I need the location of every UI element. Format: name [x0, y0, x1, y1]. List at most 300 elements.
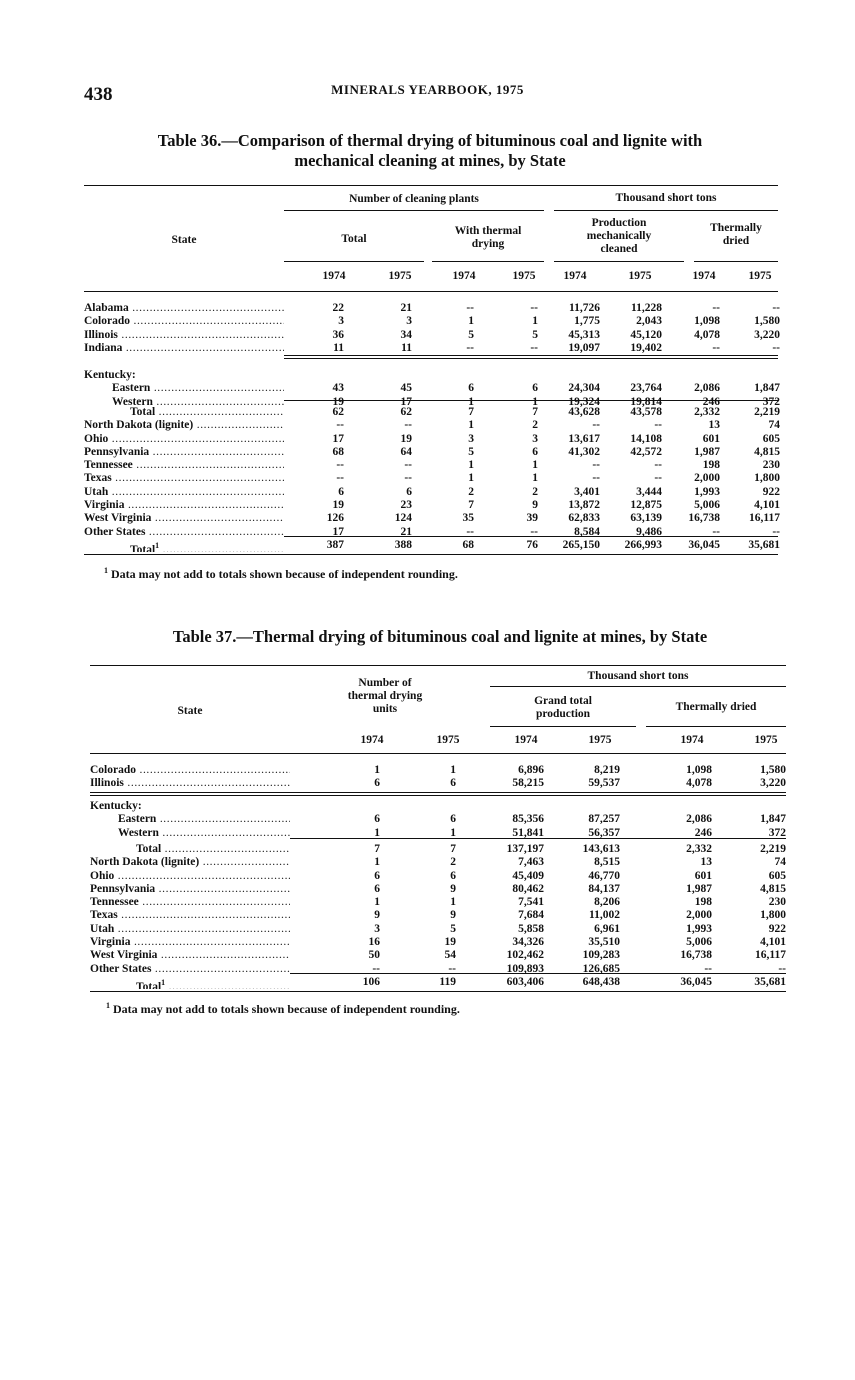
value-column [550, 976, 620, 989]
value-column [642, 764, 712, 791]
table-cell: -- [592, 419, 600, 432]
table-cell: 3 [338, 315, 344, 328]
grand-total-row [90, 976, 290, 989]
table-cell: 6 [450, 777, 456, 790]
table-cell: -- [336, 459, 344, 472]
year-1975: 1975 [628, 270, 652, 282]
value-column [468, 369, 538, 409]
table-cell: 7,684 [518, 909, 544, 922]
year-1975: 1975 [436, 734, 460, 746]
table-cell: 1,987 [694, 445, 720, 458]
value-column [530, 369, 600, 409]
value-column [274, 406, 344, 539]
table-cell: 22 [332, 302, 344, 314]
table-cell: 59,537 [588, 777, 620, 790]
table-cell: 23 [400, 499, 412, 512]
table-cell: 4,101 [754, 499, 780, 512]
value-column [310, 800, 380, 840]
state-label: Western ..... [90, 827, 290, 840]
year-1974: 1974 [322, 270, 346, 282]
state-label: Pennsylvania ..... [84, 446, 284, 459]
table-cell: 11,726 [569, 302, 600, 314]
table-cell: 230 [768, 896, 786, 909]
value-column [404, 406, 474, 539]
table-cell: -- [592, 472, 600, 485]
table-cell: 2,043 [636, 315, 662, 328]
value-column [710, 406, 780, 539]
rule [90, 795, 786, 796]
table-cell: 16 [368, 936, 380, 949]
table-cell: 43,628 [568, 406, 600, 418]
table-cell: 23,764 [630, 382, 662, 395]
header-line: Number of [358, 677, 412, 689]
table-cell [642, 800, 712, 813]
table-cell: 7 [468, 499, 474, 512]
table-cell: 68 [332, 445, 344, 458]
table-cell: 1 [374, 856, 380, 869]
table-cell: 43,578 [630, 406, 662, 418]
value-column [642, 976, 712, 989]
table-cell: 4,815 [760, 882, 786, 895]
table-cell: 74 [774, 856, 786, 869]
table-cell: 7 [374, 843, 380, 855]
value-column [716, 976, 786, 989]
table-cell: 3,220 [754, 328, 780, 341]
state-header: State [171, 234, 197, 246]
table-cell: 19,402 [630, 341, 662, 354]
table-cell: 63,139 [630, 512, 662, 525]
table-cell: -- [372, 962, 380, 975]
state-label: Colorado ..... [90, 764, 290, 777]
thousand-short-tons-header: Thousand short tons [587, 670, 689, 682]
table-cell [716, 800, 786, 813]
table-cell: 1,987 [686, 882, 712, 895]
state-label: Kentucky: [90, 800, 142, 812]
state-label: North Dakota (lignite) ..... [84, 419, 284, 432]
value-column [404, 539, 474, 552]
table-cell: 87,257 [588, 813, 620, 826]
table-cell [310, 800, 380, 813]
value-column [386, 976, 456, 989]
state-label: Other States ..... [90, 963, 290, 976]
table-cell: 16,738 [680, 949, 712, 962]
value-column [474, 976, 544, 989]
value-column [474, 764, 544, 791]
table-cell: 9 [450, 882, 456, 895]
table-cell: 6 [406, 485, 412, 498]
table-cell: 1,580 [754, 315, 780, 328]
table-cell: -- [336, 472, 344, 485]
table-cell: 1 [468, 472, 474, 485]
value-column [550, 800, 620, 840]
table-cell: 4,815 [754, 445, 780, 458]
value-column [716, 843, 786, 976]
table-cell: 605 [762, 432, 780, 445]
table-cell: 11 [333, 341, 344, 354]
table-cell: -- [654, 472, 662, 485]
table-cell: 21 [400, 302, 412, 314]
table36-title-line2: mechanical cleaning at mines, by State [294, 151, 566, 170]
table-cell: 11 [401, 341, 412, 354]
table-cell: 124 [394, 512, 412, 525]
rule [84, 554, 778, 555]
table-cell: 13,617 [568, 432, 600, 445]
state-label: Utah ..... [84, 486, 284, 499]
state-column [84, 406, 284, 539]
state-label: Eastern ..... [90, 813, 290, 826]
table-cell: 39 [526, 512, 538, 525]
table-cell: 4,078 [686, 777, 712, 790]
table-cell [386, 800, 456, 813]
state-label: Illinois ..... [84, 329, 284, 342]
footnote-mark: 1 [155, 541, 160, 550]
table-cell: 605 [768, 869, 786, 882]
table-cell: 109,893 [506, 962, 544, 975]
value-column [530, 302, 600, 355]
state-label: Virginia ..... [90, 936, 290, 949]
value-column [468, 406, 538, 539]
table-cell: -- [712, 302, 720, 314]
table-cell: 21 [400, 525, 412, 538]
table-cell: 1 [450, 764, 456, 776]
table-cell: 74 [768, 419, 780, 432]
state-label: Total ..... [84, 406, 284, 419]
header-line: mechanically [586, 230, 652, 242]
table-cell: 35,510 [588, 936, 620, 949]
table-cell: 34 [400, 328, 412, 341]
value-column [342, 406, 412, 539]
state-label: Ohio ..... [84, 433, 284, 446]
table-cell: 1 [468, 419, 474, 432]
rule [90, 753, 786, 754]
state-label: Texas ..... [90, 909, 290, 922]
table-cell: 126,685 [582, 962, 620, 975]
grand-total-cell: 388 [394, 539, 412, 551]
value-column [710, 369, 780, 409]
cleaning-plants-header: Number of cleaning plants [349, 193, 479, 205]
table-cell: 198 [702, 459, 720, 472]
table-cell: -- [404, 459, 412, 472]
table-cell: -- [772, 341, 780, 354]
table-cell: 54 [444, 949, 456, 962]
table-cell: 7 [450, 843, 456, 855]
header-line: Production [591, 217, 647, 229]
grand-total-cell: 68 [462, 539, 474, 551]
table-cell: 922 [768, 922, 786, 935]
table-cell: 9 [374, 909, 380, 922]
thousand-short-tons-header: Thousand short tons [615, 192, 717, 204]
footnote-text: Data may not add to totals shown because of independent rounding. [111, 567, 458, 581]
table-cell: 5 [468, 445, 474, 458]
table36 [84, 180, 780, 560]
grand-total-cell: 387 [326, 539, 344, 551]
table-cell: 17 [332, 525, 344, 538]
table-cell: 2,000 [686, 909, 712, 922]
table-cell: -- [778, 962, 786, 975]
table-cell: 13 [700, 856, 712, 869]
table-cell: -- [772, 525, 780, 538]
table-cell: 230 [762, 459, 780, 472]
grand-total-cell: 76 [526, 539, 538, 551]
table-cell: 62,833 [568, 512, 600, 525]
table-cell: 6 [374, 777, 380, 790]
table-cell: 3,401 [574, 485, 600, 498]
value-column [710, 302, 780, 355]
value-column [710, 539, 780, 552]
table-cell [474, 800, 544, 813]
table-cell: 6 [338, 485, 344, 498]
table-cell: 1 [532, 315, 538, 328]
table-cell: 36 [332, 328, 344, 341]
grand-total-cell: 35,681 [754, 976, 786, 988]
table-cell: -- [404, 419, 412, 432]
table-cell: 1 [532, 395, 538, 408]
grand-total-cell: 36,045 [688, 539, 720, 551]
table-cell: 8,515 [594, 856, 620, 869]
rule [90, 792, 786, 793]
table-cell: 45 [400, 382, 412, 395]
table-cell: 64 [400, 445, 412, 458]
table-cell: 1 [532, 472, 538, 485]
table-cell [468, 369, 538, 382]
table-cell: 19 [332, 499, 344, 512]
rule [432, 261, 544, 262]
year-1974: 1974 [514, 734, 538, 746]
value-column [530, 539, 600, 552]
grand-total-header [490, 695, 636, 721]
value-column [404, 302, 474, 355]
page-number: 438 [84, 84, 113, 105]
header-line: production [535, 708, 591, 720]
state-label: Illinois ..... [90, 777, 290, 790]
table-cell: 9,486 [636, 525, 662, 538]
table-cell: 3 [532, 432, 538, 445]
table-cell: 5,858 [518, 922, 544, 935]
rule [90, 665, 786, 666]
table-cell: 4,078 [694, 328, 720, 341]
table-cell: 246 [694, 826, 712, 839]
table-cell: 1 [532, 459, 538, 472]
grand-total-row [84, 539, 284, 552]
rule [284, 358, 778, 359]
rule [646, 726, 786, 727]
table-cell: 372 [768, 826, 786, 839]
value-column [404, 369, 474, 409]
table-cell: 2,332 [686, 843, 712, 855]
table-cell: 1,775 [574, 315, 600, 328]
grand-total-cell: 119 [439, 976, 456, 988]
table37-title: Table 37.—Thermal drying of bituminous coal and lignite at mines, by State [172, 627, 708, 646]
table-cell: 2,219 [760, 843, 786, 855]
table-cell: 7 [468, 406, 474, 418]
value-column [468, 539, 538, 552]
table-cell: 14,108 [630, 432, 662, 445]
table-cell: -- [466, 525, 474, 538]
footnote-mark: 1 [106, 1001, 110, 1010]
table-cell: 5 [468, 328, 474, 341]
header-line: thermal drying [347, 690, 423, 702]
rule [554, 210, 778, 211]
table-cell: 1 [374, 896, 380, 909]
table-cell: 1,847 [754, 382, 780, 395]
thermally-dried-header [694, 222, 778, 248]
state-label: Colorado ..... [84, 315, 284, 328]
value-column [342, 369, 412, 409]
table-cell: 6 [450, 813, 456, 826]
state-column [90, 843, 290, 976]
value-column [274, 302, 344, 355]
year-1974: 1974 [563, 270, 587, 282]
rule [84, 185, 778, 186]
table-cell: -- [712, 525, 720, 538]
table-cell: -- [530, 302, 538, 314]
year-1975: 1975 [512, 270, 536, 282]
table-cell: 16,117 [749, 512, 780, 525]
table-cell: 6 [374, 869, 380, 882]
total-header: Total [341, 233, 367, 245]
table-cell: 11,228 [631, 302, 662, 314]
table-cell: -- [448, 962, 456, 975]
table-cell: 246 [702, 395, 720, 408]
table-cell: 137,197 [506, 843, 544, 855]
production-header [554, 217, 684, 256]
table-cell: 8,219 [594, 764, 620, 776]
table-cell: 1,847 [760, 813, 786, 826]
header-line: cleaned [600, 243, 638, 255]
table-cell: 109,283 [582, 949, 620, 962]
table-cell: 9 [450, 909, 456, 922]
rule [694, 261, 778, 262]
table-cell: 19 [332, 395, 344, 408]
grand-total-cell: 603,406 [506, 976, 544, 988]
grand-total-text: Total [136, 980, 162, 990]
table-cell: 3 [374, 922, 380, 935]
table36-title [120, 131, 740, 171]
table-cell: 6 [374, 882, 380, 895]
header-line: With thermal [454, 225, 522, 237]
table-cell: 43 [332, 382, 344, 395]
state-label: Tennessee ..... [90, 896, 290, 909]
header-line: Thermally [710, 222, 762, 234]
state-column [90, 764, 290, 791]
value-column [550, 764, 620, 791]
table-cell: 1 [468, 315, 474, 328]
state-label: Utah ..... [90, 923, 290, 936]
table-cell: 6 [532, 382, 538, 395]
value-column [474, 800, 544, 840]
state-header: State [177, 705, 203, 717]
header-line: drying [471, 238, 505, 250]
table-cell: 16,738 [688, 512, 720, 525]
year-1975: 1975 [754, 734, 778, 746]
table-cell: -- [712, 341, 720, 354]
year-1974: 1974 [680, 734, 704, 746]
table-cell: 56,357 [588, 826, 620, 839]
table-cell: 4,101 [760, 936, 786, 949]
footnote-mark: 1 [104, 566, 108, 575]
table-cell: 8,584 [574, 525, 600, 538]
value-column [342, 539, 412, 552]
table-cell: 17 [332, 432, 344, 445]
table-cell: 19 [400, 432, 412, 445]
table-cell: 6,961 [594, 922, 620, 935]
state-label: Kentucky: [84, 369, 136, 381]
table-cell: -- [772, 302, 780, 314]
grand-total-label [84, 539, 284, 552]
table-cell: 8,206 [594, 896, 620, 909]
year-1975: 1975 [748, 270, 772, 282]
thermal-units-header [290, 677, 480, 716]
state-label: North Dakota (lignite) ..... [90, 856, 290, 869]
header-line: Grand total [534, 695, 592, 707]
grand-total-cell: 106 [362, 976, 380, 988]
value-column [474, 843, 544, 976]
table-cell: 19,324 [568, 395, 600, 408]
table-cell: 3,220 [760, 777, 786, 790]
table-cell: 51,841 [512, 826, 544, 839]
table36-title-line1: Table 36.—Comparison of thermal drying of bituminous coal and lignite with [157, 131, 703, 150]
rule [90, 991, 786, 992]
grand-total-cell: 35,681 [748, 539, 780, 551]
value-column [716, 764, 786, 791]
table-cell: 2,332 [694, 406, 720, 418]
table-cell: -- [466, 302, 474, 314]
table-cell: 1,098 [694, 315, 720, 328]
table-cell: 1 [468, 459, 474, 472]
value-column [342, 302, 412, 355]
grand-total-cell: 265,150 [562, 539, 600, 551]
table-cell: 13,872 [568, 499, 600, 512]
year-1975: 1975 [588, 734, 612, 746]
table-cell: 6 [374, 813, 380, 826]
value-column [716, 800, 786, 840]
state-column [84, 369, 284, 409]
table-cell: 2,086 [686, 813, 712, 826]
table-cell: 1 [374, 826, 380, 839]
table-cell: 1,993 [694, 485, 720, 498]
table-cell: 16,117 [755, 949, 786, 962]
table-cell: 9 [532, 499, 538, 512]
table-cell: 7 [532, 406, 538, 418]
value-column [386, 800, 456, 840]
header-line: units [372, 703, 398, 715]
table-cell: 143,613 [582, 843, 620, 855]
table-cell: -- [654, 459, 662, 472]
table36-footnote [104, 566, 458, 582]
state-label: Western ..... [84, 396, 284, 409]
rule [284, 210, 544, 211]
table-cell: 372 [762, 395, 780, 408]
state-label: West Virginia ..... [84, 512, 284, 525]
table-cell: 80,462 [512, 882, 544, 895]
state-column [90, 800, 290, 840]
footnote-text: Data may not add to totals shown because of independent rounding. [113, 1002, 460, 1016]
table-cell: 1,098 [686, 764, 712, 776]
grand-total-cell: 648,438 [582, 976, 620, 988]
table-cell [274, 369, 344, 382]
table-cell: 1 [468, 395, 474, 408]
table-cell: -- [654, 419, 662, 432]
table-cell: 1,580 [760, 764, 786, 776]
thermally-dried-header: Thermally dried [675, 701, 757, 713]
table37-footnote [106, 1001, 460, 1017]
table-cell: -- [404, 472, 412, 485]
state-column [84, 302, 284, 355]
table-cell: 58,215 [512, 777, 544, 790]
value-column [310, 764, 380, 791]
table-cell: 6 [532, 445, 538, 458]
value-column [386, 843, 456, 976]
